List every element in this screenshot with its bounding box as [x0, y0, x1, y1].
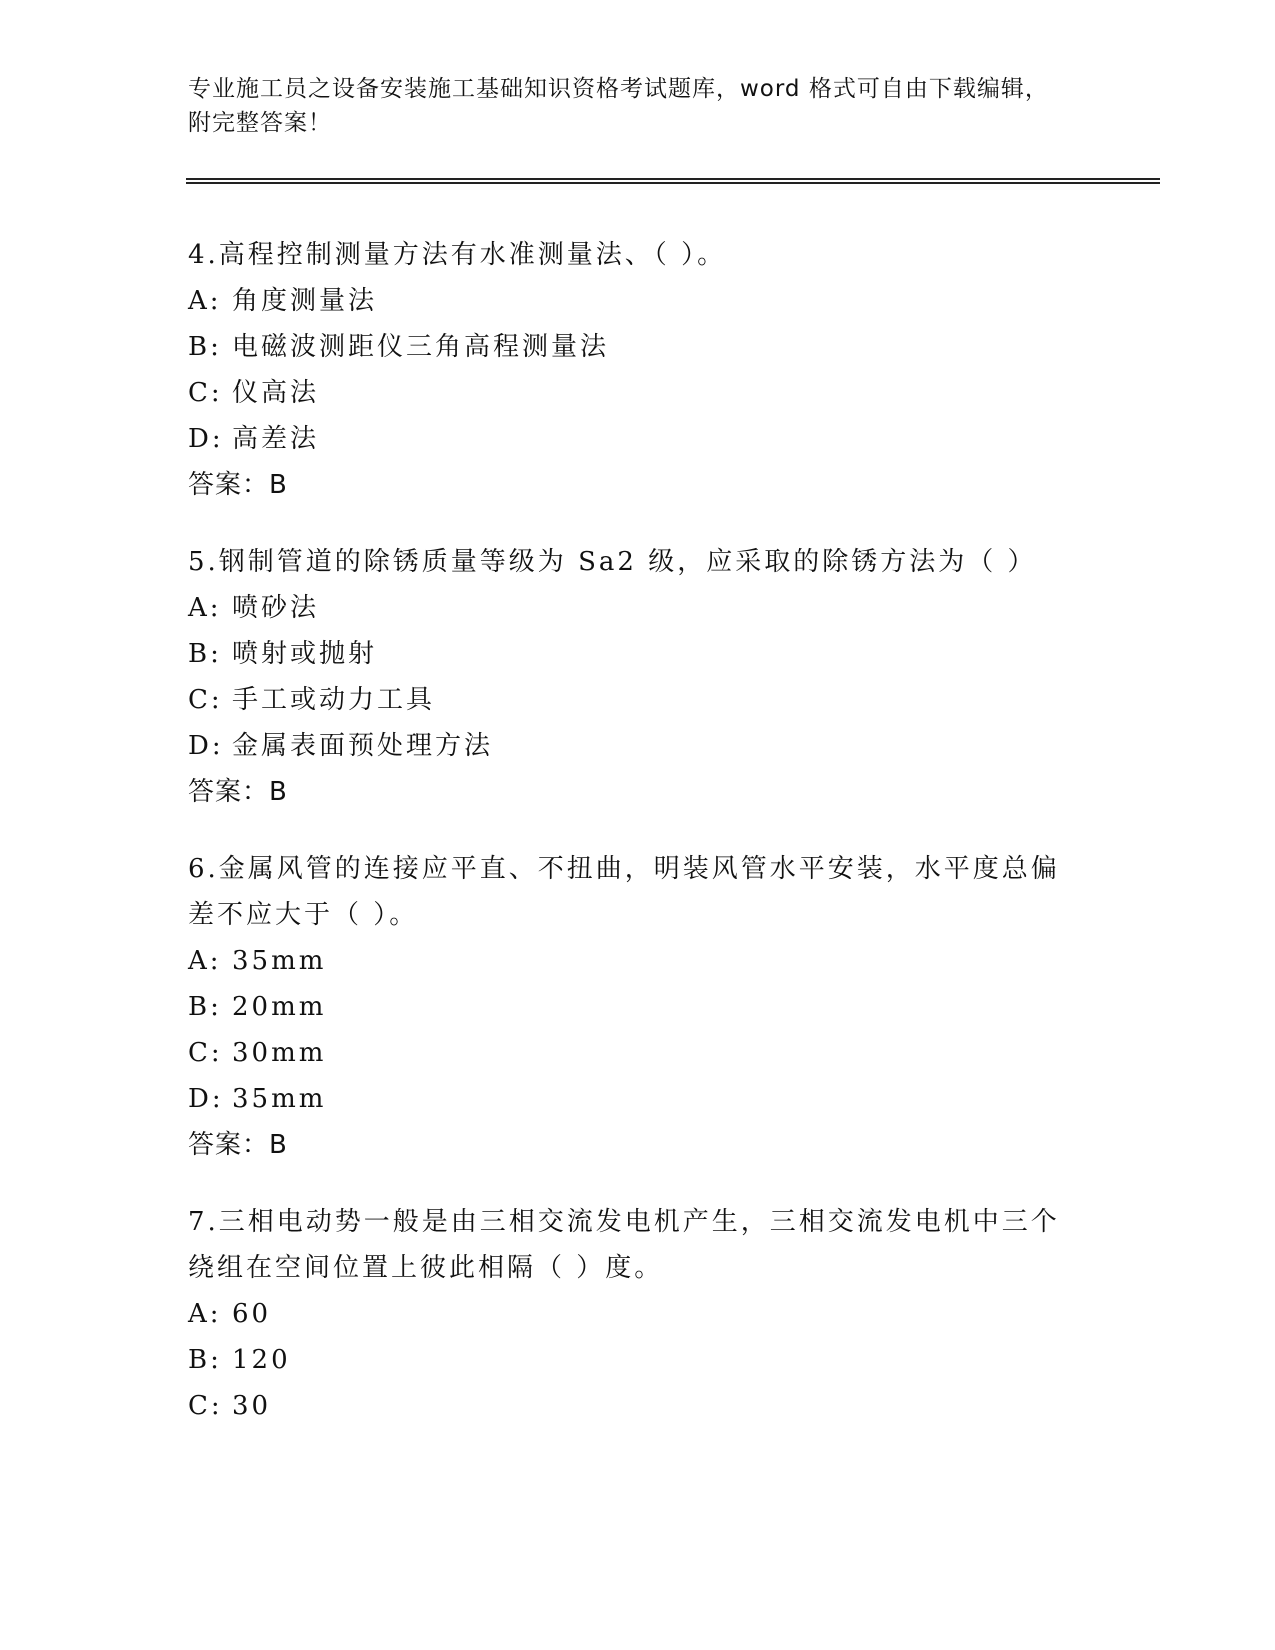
option-text: 高差法 — [232, 424, 320, 454]
answer-line: 答案：B — [188, 777, 288, 807]
option-a — [188, 1291, 1088, 1337]
option-key: D: — [188, 731, 224, 761]
option-text: 30 — [232, 1391, 272, 1421]
option-key: C: — [188, 685, 223, 715]
answer-line: 答案：B — [188, 1130, 288, 1160]
option-text: 角度测量法 — [232, 286, 378, 316]
option-key: B: — [188, 992, 222, 1022]
option-key: A: — [188, 946, 222, 976]
question-5 — [188, 539, 1088, 815]
option-key: C: — [188, 1038, 223, 1068]
option-key: B: — [188, 639, 222, 669]
option-key: B: — [188, 332, 222, 362]
option-d — [188, 416, 1088, 462]
question-7 — [188, 1199, 1088, 1429]
option-text: 仪高法 — [232, 378, 320, 408]
option-text: 喷射或抛射 — [232, 639, 378, 669]
option-text: 35mm — [232, 1084, 327, 1114]
option-text: 30mm — [232, 1038, 327, 1068]
option-key: B: — [188, 1345, 222, 1375]
question-stem-line-2: 绕组在空间位置上彼此相隔（ ）度。 — [188, 1253, 664, 1283]
question-stem: 4.高程控制测量方法有水准测量法、（ ）。 — [188, 240, 727, 270]
option-text: 35mm — [232, 946, 327, 976]
option-a — [188, 278, 1088, 324]
option-b — [188, 324, 1088, 370]
header-line-2: 附完整答案！ — [188, 110, 332, 136]
option-a — [188, 938, 1088, 984]
option-key: A: — [188, 286, 222, 316]
option-key: D: — [188, 1084, 224, 1114]
option-text: 120 — [232, 1345, 291, 1375]
answer-line: 答案：B — [188, 470, 288, 500]
option-d — [188, 723, 1088, 769]
option-text: 电磁波测距仪三角高程测量法 — [232, 332, 610, 362]
option-c — [188, 370, 1088, 416]
question-stem-line-1: 6.金属风管的连接应平直、不扭曲，明装风管水平安装，水平度总偏 — [188, 854, 1060, 884]
option-key: C: — [188, 378, 223, 408]
option-a — [188, 585, 1088, 631]
option-text: 金属表面预处理方法 — [232, 731, 494, 761]
header-line-1: 专业施工员之设备安装施工基础知识资格考试题库，word 格式可自由下载编辑， — [188, 76, 1049, 102]
question-stem-line-2: 差不应大于（ ）。 — [188, 900, 419, 930]
option-c — [188, 1383, 1088, 1429]
header-divider — [186, 178, 1160, 184]
option-key: C: — [188, 1391, 223, 1421]
question-list — [188, 232, 1088, 1460]
option-b — [188, 1337, 1088, 1383]
option-b — [188, 631, 1088, 677]
option-key: A: — [188, 1299, 222, 1329]
option-c — [188, 1030, 1088, 1076]
question-6 — [188, 846, 1088, 1168]
option-key: A: — [188, 593, 222, 623]
option-b — [188, 984, 1088, 1030]
option-text: 60 — [232, 1299, 272, 1329]
option-text: 20mm — [232, 992, 327, 1022]
option-d — [188, 1076, 1088, 1122]
option-c — [188, 677, 1088, 723]
option-text: 喷砂法 — [232, 593, 320, 623]
question-stem-line-1: 7.三相电动势一般是由三相交流发电机产生，三相交流发电机中三个 — [188, 1207, 1060, 1237]
option-key: D: — [188, 424, 224, 454]
question-4 — [188, 232, 1088, 508]
document-header — [188, 72, 1158, 140]
option-text: 手工或动力工具 — [232, 685, 436, 715]
question-stem: 5.钢制管道的除锈质量等级为 Sa2 级，应采取的除锈方法为（ ） — [188, 547, 1037, 577]
